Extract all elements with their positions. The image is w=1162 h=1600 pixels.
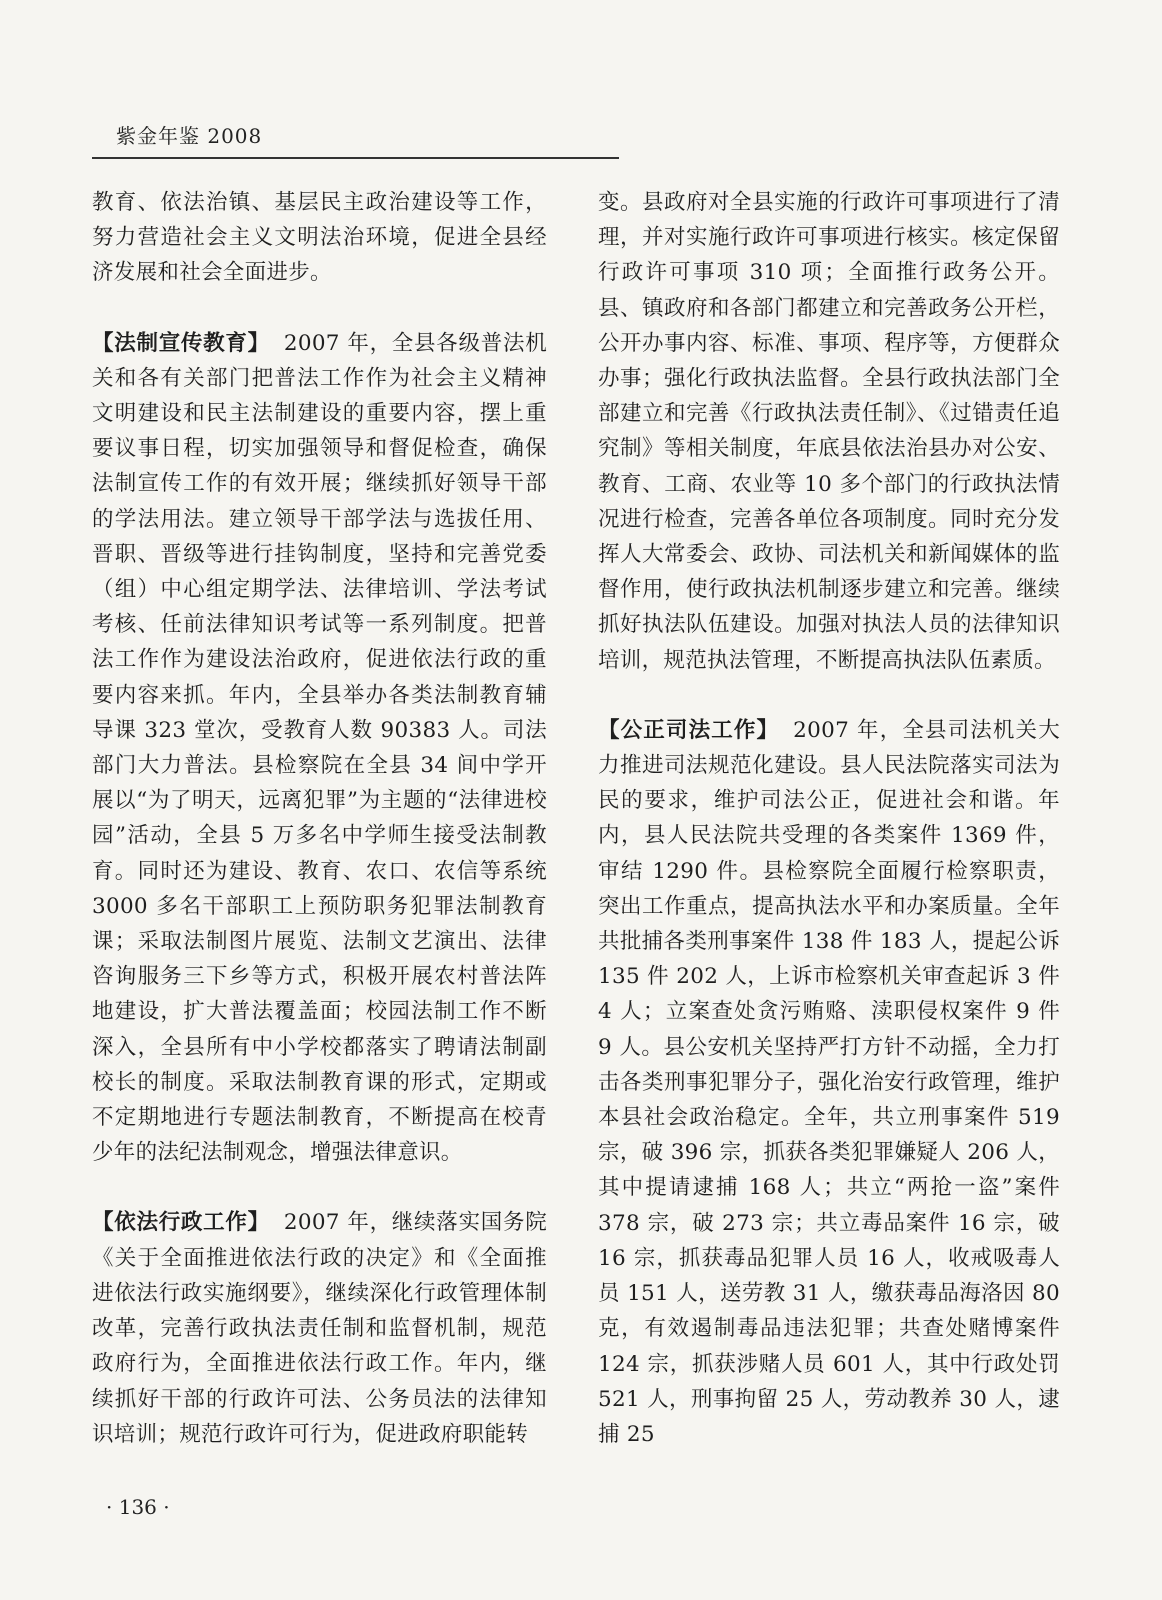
- intro-paragraph: 教育、依法治镇、基层民主政治建设等工作，努力营造社会主义文明法治环境，促进全县经济发展和社会全面进步。: [92, 190, 547, 286]
- right-column: [598, 185, 1060, 1515]
- section-body: 2007 年，全县各级普法机关和各有关部门把普法工作作为社会主义精神文明建设和民主法制建设的重要内容，摆上重要议事日程，切实加强领导和督促检查，确保法制宣传工作的有效开展；继续抓好领导干部的学法用法。建立领导干部学法与选拔任用、晋职、晋级等进行挂钩制度，坚持和完善党委（组）中心组定期学法、法律培训、学法考试考核、任前法律知识考试等一系列制度。把普法工作作为建设法治政府，促进依法行政的重要内容来抓。年内，全县举办各类法制教育辅导课 323 堂次，受教育人数 90383 人。司法部门大力普法。县检察院在全县 34 间中学开展以“为了明天，远离犯罪”为主题的“法律进校园”活动，全县 5 万多名中学师生接受法制教育。同时还为建设、教育、农口、农信等系统 3000 多名干部职工上预防职务犯罪法制教育课；采取法制图片展览、法制文艺演出、法律咨询服务三下乡等方式，积极开展农村普法阵地建设，扩大普法覆盖面；校园法制工作不断深入，全县所有中小学校都落实了聘请法制副校长的制度。采取法制教育课的形式，定期或不定期地进行专题法制教育，不断提高在校青少年的法纪法制观念，增强法律意识。: [92, 330, 547, 1166]
- section-legal-publicity: [92, 326, 547, 1171]
- running-head: 紫金年鉴 2008: [116, 124, 263, 148]
- section-administration-by-law: [92, 1205, 547, 1451]
- page-number: · 136 ·: [106, 1495, 170, 1519]
- section-heading: 【公正司法工作】: [598, 717, 780, 743]
- left-column: [92, 185, 547, 1485]
- header-rule: [92, 157, 619, 159]
- section-body: 2007 年，继续落实国务院《关于全面推进依法行政的决定》和《全面推进依法行政实施纲要》，继续深化行政管理体制改革，完善行政执法责任制和监督机制，规范政府行为，全面推进依法行政工作。年内，继续抓好干部的行政许可法、公务员法的法律知识培训；规范行政许可行为，促进政府职能转: [92, 1210, 547, 1447]
- section-body: 2007 年，全县司法机关大力推进司法规范化建设。县人民法院落实司法为民的要求，维护司法公正，促进社会和谐。年内，县人民法院共受理的各类案件 1369 件，审结 1290 件。县检察院全面履行检察职责，突出工作重点，提高执法水平和办案质量。全年共批捕各类刑事案件 138 件 183 人，提起公诉 135 件 202 人，上诉市检察机关审查起诉 3 件 4 人；立案查处贪污贿赂、渎职侵权案件 9 件 9 人。县公安机关坚持严打方针不动摇，全力打击各类刑事犯罪分子，强化治安行政管理，维护本县社会政治稳定。全年，共立刑事案件 519 宗，破 396 宗，抓获各类犯罪嫌疑人 206 人，其中提请逮捕 168 人；共立“两抢一盗”案件 378 宗，破 273 宗；共立毒品案件 16 宗，破 16 宗，抓获毒品犯罪人员 16 人，收戒吸毒人员 151 人，送劳教 31 人，缴获毒品海洛因 80 克，有效遏制毒品违法犯罪；共查处赌博案件 124 宗，抓获涉赌人员 601 人，其中行政处罚 521 人，刑事拘留 25 人，劳动教养 30 人，逮捕 25: [598, 717, 1060, 1447]
- section-heading: 【依法行政工作】: [92, 1210, 270, 1236]
- section-judicial-work: [598, 713, 1060, 1452]
- section-heading: 【法制宣传教育】: [92, 330, 270, 356]
- continuation-paragraph: 变。县政府对全县实施的行政许可事项进行了清理，并对实施行政许可事项进行核实。核定保留行政许可事项 310 项；全面推行政务公开。县、镇政府和各部门都建立和完善政务公开栏，公开办事内容、标准、事项、程序等，方便群众办事；强化行政执法监督。全县行政执法部门全部建立和完善《行政执法责任制》、《过错责任追究制》等相关制度，年底县依法治县办对公安、教育、工商、农业等 10 多个部门的行政执法情况进行检查，完善各单位各项制度。同时充分发挥人大常委会、政协、司法机关和新闻媒体的监督作用，使行政执法机制逐步建立和完善。继续抓好执法队伍建设。加强对执法人员的法律知识培训，规范执法管理，不断提高执法队伍素质。: [598, 190, 1060, 673]
